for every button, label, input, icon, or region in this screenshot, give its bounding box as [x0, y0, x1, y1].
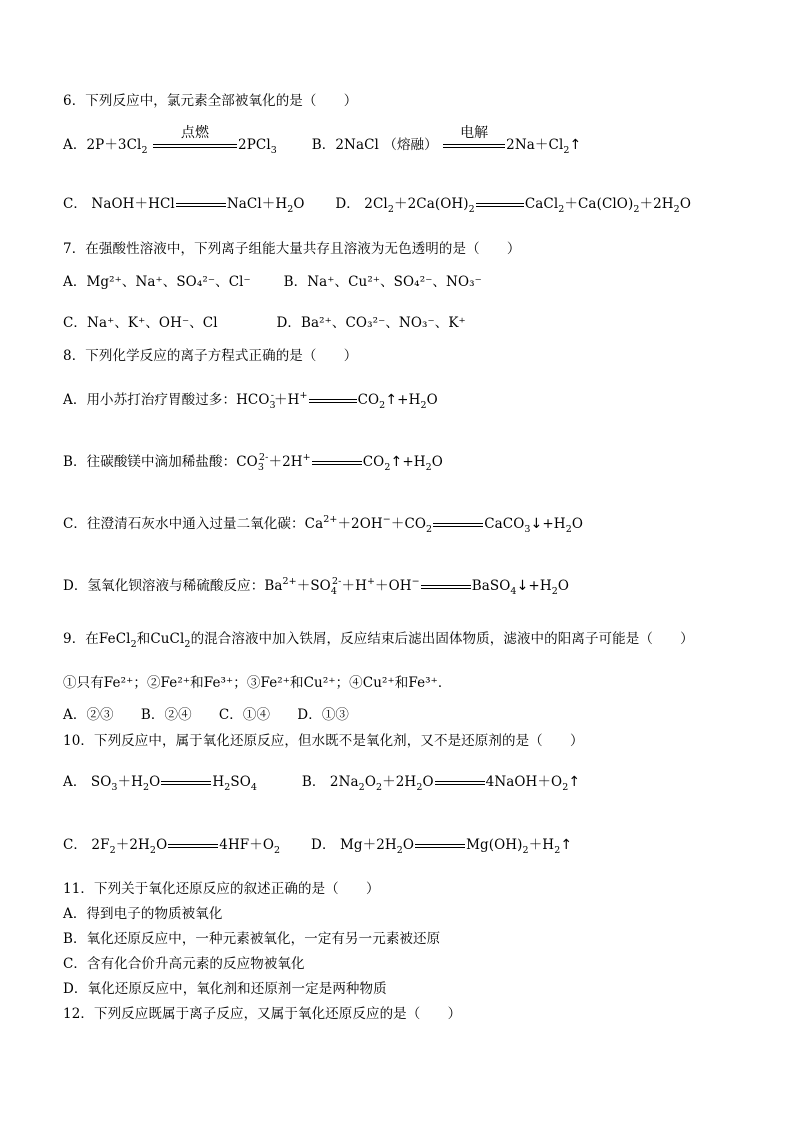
question-10-stem: 10．下列反应中，属于氧化还原反应，但水既不是氧化剂，又不是还原剂的是（ ） [63, 733, 584, 749]
equals-sign [415, 844, 465, 848]
equals-sign [421, 585, 471, 589]
q8-option-d-prefix: D．氢氧化钡溶液与稀硫酸反应： [63, 578, 265, 594]
question-9-statements: ①只有Fe²⁺；②Fe²⁺和Fe³⁺；③Fe²⁺和Cu²⁺；④Cu²⁺和Fe³⁺． [63, 675, 452, 691]
question-6-stem: 6．下列反应中，氯元素全部被氧化的是（ ） [63, 93, 358, 109]
q9-stem-part-3: 的混合溶液中加入铁屑，反应结束后滤出固体物质，滤液中的阳离子可能是（ ） [190, 631, 694, 647]
q6-label-c: C． [63, 196, 88, 212]
question-11-stem: 11．下列关于氧化还原反应的叙述正确的是（ ） [63, 881, 380, 897]
molten-note: （熔融） [383, 137, 438, 153]
question-12-stem: 12．下列反应既属于离子反应，又属于氧化还原反应的是（ ） [63, 1006, 462, 1022]
q6-label-b: B． [311, 137, 336, 153]
question-7-stem: 7．在强酸性溶液中，下列离子组能大量共存且溶液为无色透明的是（ ） [63, 241, 521, 257]
q7-option-d: D．Ba²⁺、CO₃²⁻、NO₃⁻、K⁺ [276, 315, 466, 331]
q10-label-b: B． [301, 774, 326, 790]
q8-option-c-prefix: C．往澄清石灰水中通入过量二氧化碳： [63, 516, 305, 532]
question-7-options-cd [63, 314, 466, 332]
question-9-choices: A．②③ B．②④ C．①④ D．①③ [63, 707, 350, 723]
equals-sign [435, 781, 485, 785]
question-11-option-b: B．氧化还原反应中，一种元素被氧化，一定有另一元素被还原 [63, 931, 441, 947]
equals-sign [153, 124, 237, 148]
q7-option-c: C．Na⁺、K⁺、OH⁻、Cl [63, 315, 218, 331]
q6-label-a: A． [63, 137, 87, 153]
q10-label-a: A． [63, 774, 87, 790]
q7-option-b: B．Na⁺、Cu²⁺、SO₄²⁻、NO₃⁻ [283, 274, 482, 290]
question-9-stem: 9．在FeCl$_2$和CuCl$_2$的混合溶液中加入铁屑，反应结束后滤出固体物质，滤液中的阳离子可能是（ ） [63, 631, 694, 650]
equals-sign [476, 203, 524, 207]
q9-stem-part-2: 和 [136, 631, 151, 647]
question-6-options-ab: A．$2P+3Cl_2$ 点燃 2PCl$_3$ B．2NaCl （熔融） 电解 $2Na+Cl_2↑$ [63, 124, 582, 156]
q8-option-a-prefix: A．用小苏打治疗胃酸过多： [63, 392, 237, 408]
condition-electrolysis: 电解 [460, 124, 489, 141]
q6-label-d: D． [335, 196, 360, 212]
equals-sign [161, 781, 211, 785]
question-8-option-c: C．往澄清石灰水中通入过量二氧化碳：$Ca^{2+}+2OH^-+CO_2$ $CaCO_3↓+H_2O$ [63, 514, 584, 535]
question-11-option-d: D．氧化还原反应中，氧化剂和还原剂一定是两种物质 [63, 981, 387, 997]
condition-ignite: 点燃 [180, 124, 210, 141]
question-6-options-cd: C． NaOH＋HCl $NaCl+H_2O$ D． $2Cl_2+2Ca(OH)_2$ $CaCl_2+Ca(ClO)_2+2H_2O$ [63, 196, 691, 215]
q7-option-a: A．Mg²⁺、Na⁺、SO₄²⁻、Cl⁻ [63, 274, 251, 290]
equals-sign [443, 124, 505, 148]
equals-sign [309, 399, 357, 403]
question-10-options-ab: A． $SO_3+H_2O$ $H_2SO_4$ B． $2Na_2O_2+2H_2O$ $4NaOH+O_2↑$ [63, 774, 581, 793]
question-10-options-cd: C． $2F_2+2H_2O$ $4HF+O_2$ D． $Mg+2H_2O$ $Mg(OH)_2+H_2↑$ [63, 837, 573, 856]
q8-option-b-prefix: B．往碳酸镁中滴加稀盐酸： [63, 454, 237, 470]
question-8-stem: 8．下列化学反应的离子方程式正确的是（ ） [63, 348, 358, 364]
question-11-option-a: A．得到电子的物质被氧化 [63, 906, 223, 922]
equals-sign [433, 523, 483, 527]
question-7-options-ab [63, 273, 482, 291]
equals-sign [176, 203, 226, 207]
question-8-option-d: D．氢氧化钡溶液与稀硫酸反应：$Ba^{2+}+SO_4^{2-}+H^++OH^-$ $BaSO_4↓+H_2O$ [63, 576, 570, 597]
q10-label-c: C． [63, 837, 88, 853]
question-8-option-b: B．往碳酸镁中滴加稀盐酸：$CO_3^{2-}+2H^+$ $CO_2↑+H_2O$ [63, 452, 443, 473]
q9-stem-part-1: 9．在 [63, 631, 99, 647]
question-11-option-c: C．含有化合价升高元素的反应物被氧化 [63, 956, 305, 972]
question-8-option-a: A．用小苏打治疗胃酸过多：$HCO_3^-+H^+$ $CO_2↑+H_2O$ [63, 390, 438, 411]
q10-label-d: D． [311, 837, 336, 853]
equals-sign [168, 844, 218, 848]
equals-sign [312, 461, 362, 465]
